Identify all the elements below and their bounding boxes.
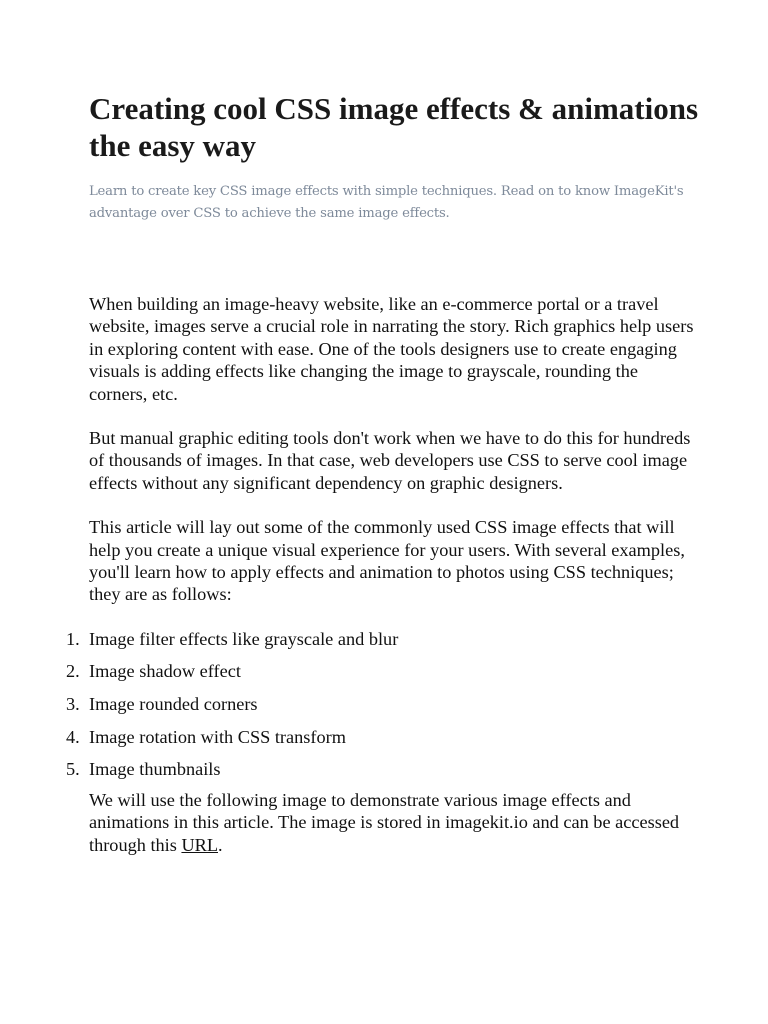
list-item	[66, 758, 699, 780]
list-item	[66, 660, 699, 682]
list-item-text: Image filter effects like grayscale and blur	[89, 628, 399, 649]
list-item-text: Image shadow effect	[89, 661, 241, 682]
problem-paragraph: But manual graphic editing tools don't work when we have to do this for hundreds of thousands of images. In that case, web developers use CSS to serve cool image effects without any significant dependency on graphic designers.	[89, 428, 691, 493]
article	[66, 90, 699, 856]
image-url-link[interactable]: URL	[181, 834, 218, 855]
article-subtitle: Learn to create key CSS image effects with simple techniques. Read on to know ImageKit's advantage over CSS to achieve the same image effects.	[89, 184, 684, 221]
list-item-number: 5.	[66, 759, 80, 780]
list-item-number: 2.	[66, 661, 80, 682]
list-item-text: Image rotation with CSS transform	[89, 726, 346, 747]
list-item	[66, 693, 699, 715]
demo-image-text: We will use the following image to demonstrate various image effects and animations in this article. The image is stored in imagekit.io and can be accessed through this	[89, 789, 680, 855]
list-item	[66, 726, 699, 748]
overview-paragraph: This article will lay out some of the commonly used CSS image effects that will help you create a unique visual experience for your users. With several examples, you'll learn how to apply effects and animation to photos using CSS techniques; they are as follows:	[89, 517, 685, 605]
demo-image-text-end: .	[218, 834, 223, 855]
list-item-number: 1.	[66, 628, 80, 649]
article-title: Creating cool CSS image effects & animations the easy way	[89, 91, 699, 163]
list-item-number: 4.	[66, 726, 80, 747]
intro-paragraph: When building an image-heavy website, like an e-commerce portal or a travel website, images serve a crucial role in narrating the story. Rich graphics help users in exploring content with ease. One of the tools designers use to create engaging visuals is adding effects like changing the image to grayscale, rounding the corners, etc.	[89, 294, 694, 404]
demo-image-paragraph	[89, 789, 699, 856]
list-item-text: Image rounded corners	[89, 694, 258, 715]
list-item	[66, 628, 699, 650]
effects-list	[66, 628, 699, 781]
list-item-number: 3.	[66, 694, 80, 715]
list-item-text: Image thumbnails	[89, 759, 221, 780]
